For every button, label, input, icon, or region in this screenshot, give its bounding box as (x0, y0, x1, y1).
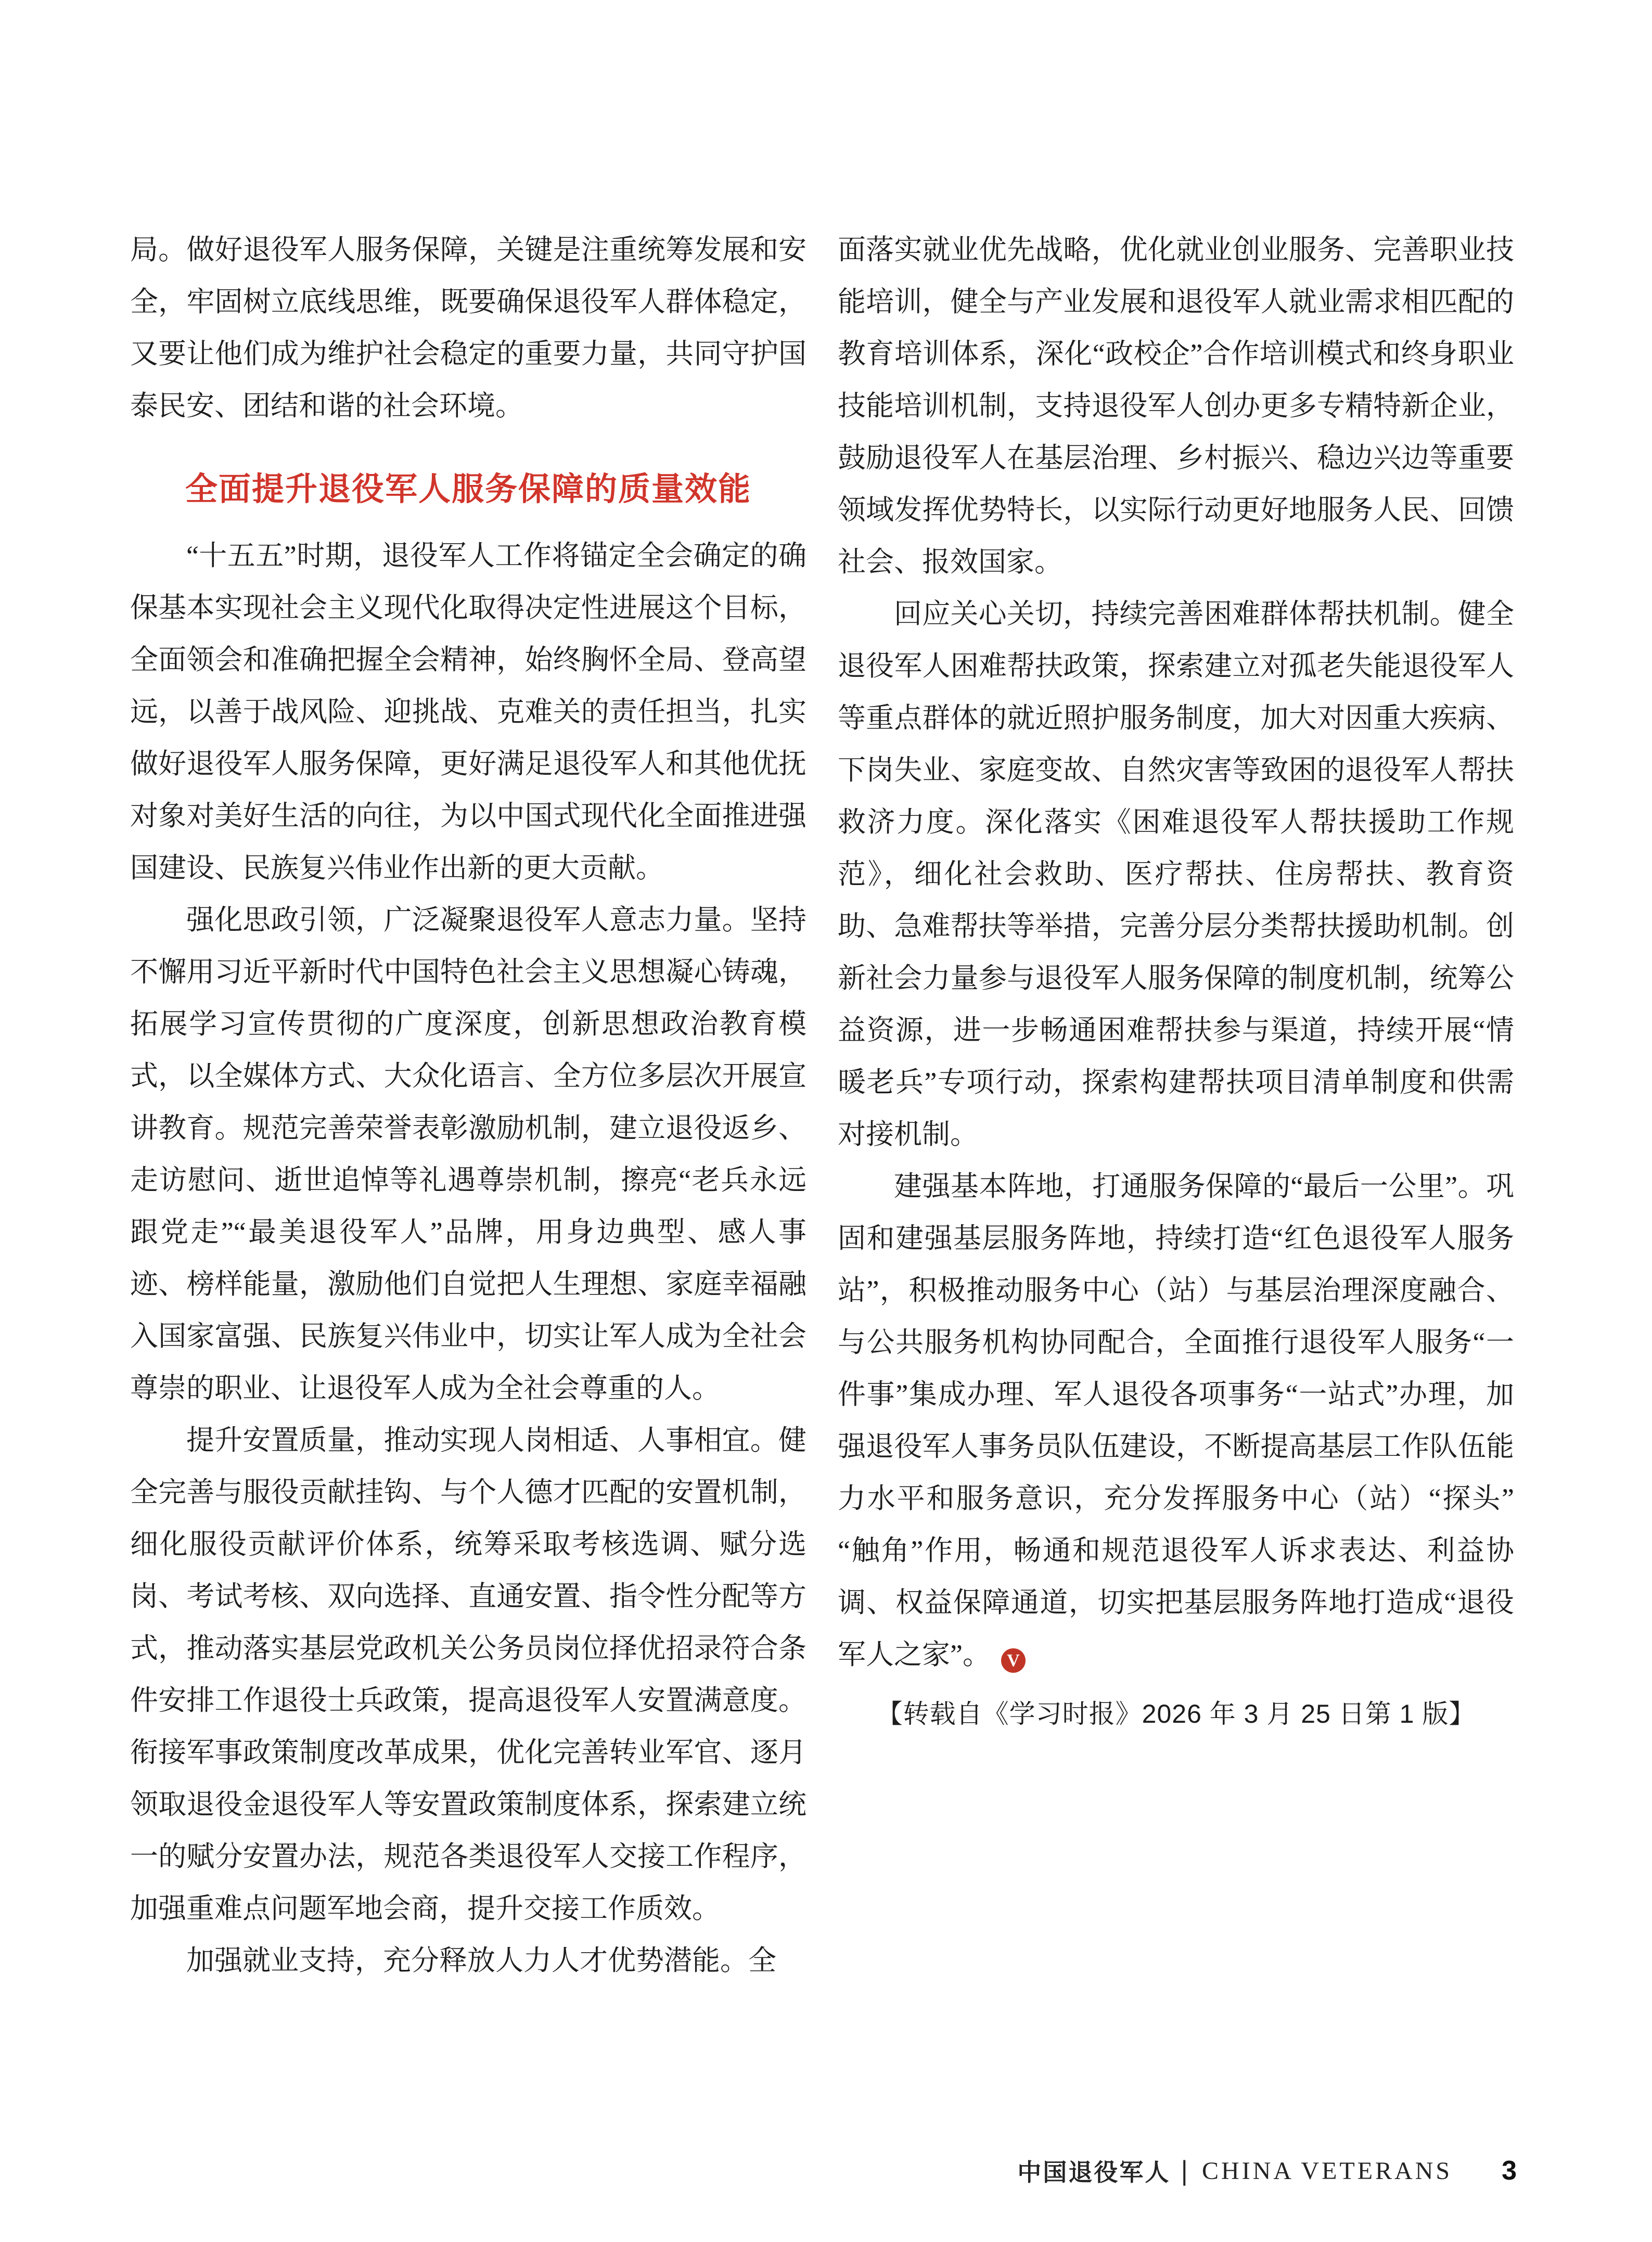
paragraph: 强化思政引领，广泛凝聚退役军人意志力量。坚持不懈用习近平新时代中国特色社会主义思想凝心铸魂，拓展学习宣传贯彻的广度深度，创新思想政治教育模式，以全媒体方式、大众化语言、全方位多层次开展宣讲教育。规范完善荣誉表彰激励机制，建立退役返乡、走访慰问、逝世追悼等礼遇尊崇机制，擦亮“老兵永远跟党走”“最美退役军人”品牌，用身边典型、感人事迹、榜样能量，激励他们自觉把人生理想、家庭幸福融入国家富强、民族复兴伟业中，切实让军人成为全社会尊崇的职业、让退役军人成为全社会尊重的人。 (130, 904, 806, 1404)
left-column (130, 224, 806, 1987)
end-of-article-badge-letter: V (1007, 1651, 1020, 1670)
citation: 【转载自《学习时报》2026 年 3 月 25 日第 1 版】 (876, 1699, 1476, 1728)
magazine-title-cn: 中国退役军人 (1017, 2159, 1171, 2186)
paragraph: 局。做好退役军人服务保障，关键是注重统筹发展和安全，牢固树立底线思维，既要确保退役军人群体稳定，又要让他们成为维护社会稳定的重要力量，共同守护国泰民安、团结和谐的社会环境。 (130, 234, 806, 421)
paragraph: 回应关心关切，持续完善困难群体帮扶机制。健全退役军人困难帮扶政策，探索建立对孤老失能退役军人等重点群体的就近照护服务制度，加大对因重大疾病、下岗失业、家庭变故、自然灾害等致困的退役军人帮扶救济力度。深化落实《困难退役军人帮扶援助工作规范》，细化社会救助、医疗帮扶、住房帮扶、教育资助、急难帮扶等举措，完善分层分类帮扶援助机制。创新社会力量参与退役军人服务保障的制度机制，统筹公益资源，进一步畅通困难帮扶参与渠道，持续开展“情暖老兵”专项行动，探索构建帮扶项目清单制度和供需对接机制。 (838, 598, 1514, 1150)
right-column (838, 224, 1514, 1740)
paragraph-text: 建强基本阵地，打通服务保障的“最后一公里”。巩固和建强基层服务阵地，持续打造“红色退役军人服务站”，积极推动服务中心（站）与基层治理深度融合、与公共服务机构协同配合，全面推行退役军人服务“一件事”集成办理、军人退役各项事务“一站式”办理，加强退役军人事务员队伍建设，不断提高基层工作队伍能力水平和服务意识，充分发挥服务中心（站）“探头”“触角”作用，畅通和规范退役军人诉求表达、利益协调、权益保障通道，切实把基层服务阵地打造成“退役军人之家”。 (838, 1171, 1514, 1670)
magazine-title-en: CHINA VETERANS (1201, 2157, 1453, 2185)
end-of-article-badge (1001, 1648, 1026, 1673)
paragraph: 加强就业支持，充分释放人力人才优势潜能。全 (186, 1945, 776, 1976)
page-number: 3 (1502, 2156, 1517, 2186)
section-heading: 全面提升退役军人服务保障的质量效能 (185, 471, 751, 507)
paragraph (838, 1160, 1514, 1681)
footer-divider: | (1182, 2156, 1187, 2186)
paragraph: 提升安置质量，推动实现人岗相适、人事相宜。健全完善与服役贡献挂钩、与个人德才匹配的安置机制，细化服役贡献评价体系，统筹采取考核选调、赋分选岗、考试考核、双向选择、直通安置、指令性分配等方式，推动落实基层党政机关公务员岗位择优招录符合条件安排工作退役士兵政策，提高退役军人安置满意度。衔接军事政策制度改革成果，优化完善转业军官、逐月领取退役金退役军人等安置政策制度体系，探索建立统一的赋分安置办法，规范各类退役军人交接工作程序，加强重难点问题军地会商，提升交接工作质效。 (130, 1425, 806, 1924)
paragraph: “十五五”时期，退役军人工作将锚定全会确定的确保基本实现社会主义现代化取得决定性进展这个目标，全面领会和准确把握全会精神，始终胸怀全局、登高望远，以善于战风险、迎挑战、克难关的责任担当，扎实做好退役军人服务保障，更好满足退役军人和其他优抚对象对美好生活的向往，为以中国式现代化全面推进强国建设、民族复兴伟业作出新的更大贡献。 (130, 540, 806, 883)
page-footer (1017, 2154, 1517, 2188)
paragraph: 面落实就业优先战略，优化就业创业服务、完善职业技能培训，健全与产业发展和退役军人就业需求相匹配的教育培训体系，深化“政校企”合作培训模式和终身职业技能培训机制，支持退役军人创办更多专精特新企业，鼓励退役军人在基层治理、乡村振兴、稳边兴边等重要领域发挥优势特长，以实际行动更好地服务人民、回馈社会、报效国家。 (838, 234, 1514, 578)
